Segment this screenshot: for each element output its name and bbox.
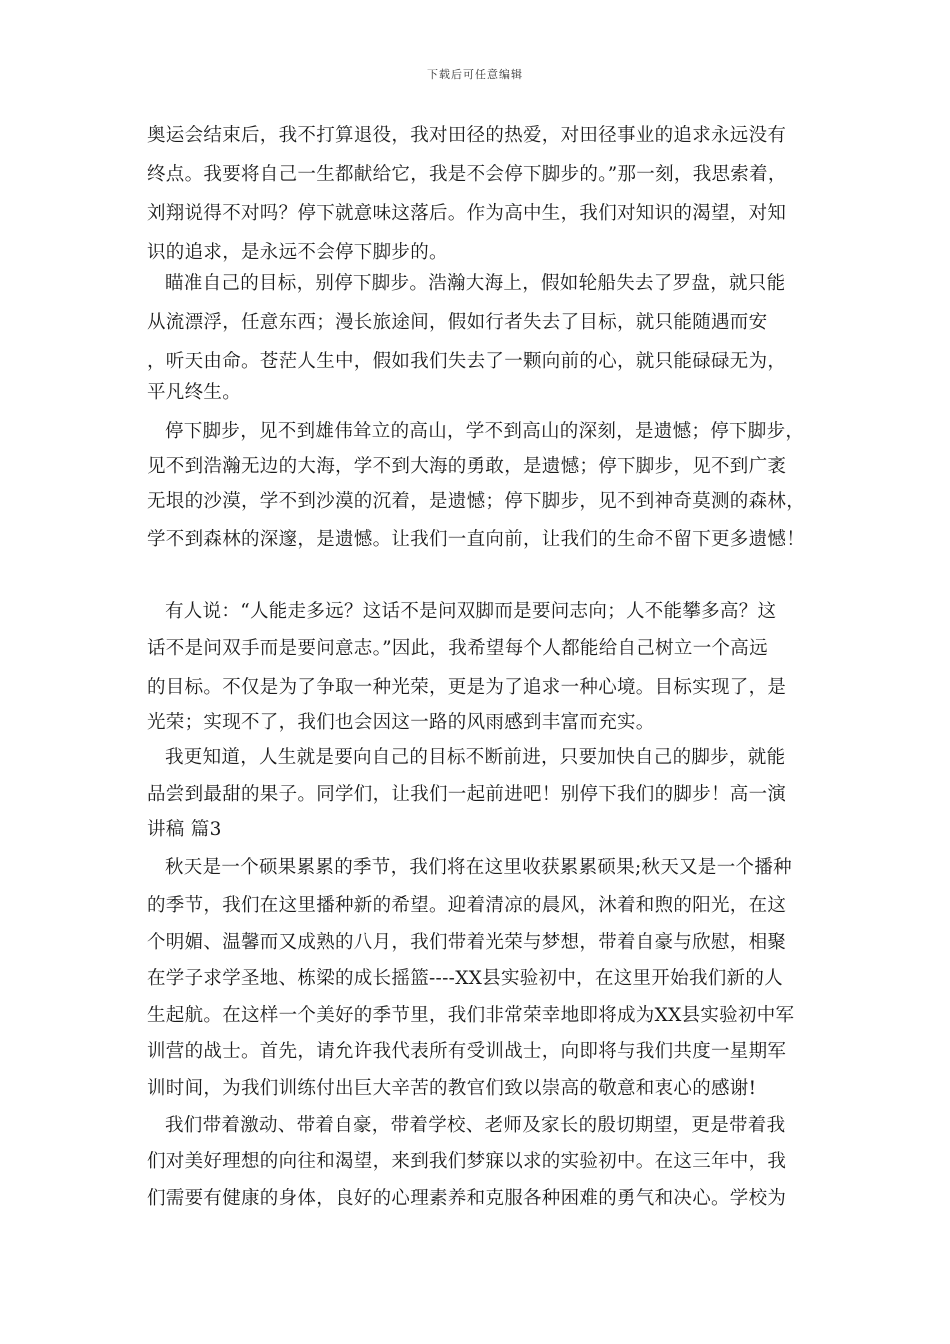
text-line: ，听天由命。苍茫人生中，假如我们失去了一颗向前的心，就只能碌碌无为，: [147, 351, 787, 372]
text-line: 奥运会结束后，我不打算退役，我对田径的热爱，对田径事业的追求永远没有: [147, 125, 787, 146]
paragraph-first-line: 秋天是一个硕果累累的季节，我们将在这里收获累累硕果;秋天又是一个播种: [165, 857, 792, 878]
text-line: 们需要有健康的身体，良好的心理素养和克服各种困难的勇气和决心。学校为: [147, 1188, 787, 1209]
text-line: 个明媚、温馨而又成熟的八月，我们带着光荣与梦想，带着自豪与欣慰，相聚: [147, 932, 787, 953]
paragraph-first-line: 瞄准自己的目标，别停下脚步。浩瀚大海上，假如轮船失去了罗盘，就只能: [165, 273, 786, 294]
text-line: 生起航。在这样一个美好的季节里，我们非常荣幸地即将成为XX县实验初中军: [147, 1005, 795, 1026]
text-line: 学不到森林的深邃，是遗憾。让我们一直向前，让我们的生命不留下更多遗憾！: [147, 529, 806, 550]
text-line: 训时间，为我们训练付出巨大辛苦的教官们致以崇高的敬意和衷心的感谢!: [147, 1078, 757, 1099]
text-line: 无垠的沙漠，学不到沙漠的沉着，是遗憾；停下脚步，见不到神奇莫测的森林，: [147, 491, 806, 512]
text-line: 终点。我要将自己一生都献给它，我是不会停下脚步的。”那一刻，我思索着，: [147, 164, 787, 185]
paragraph-first-line: 停下脚步，见不到雄伟耸立的高山，学不到高山的深刻，是遗憾；停下脚步，: [165, 421, 805, 442]
text-line: 品尝到最甜的果子。同学们，让我们一起前进吧！别停下我们的脚步！高一演: [147, 784, 787, 805]
text-line: 从流漂浮，任意东西；漫长旅途间，假如行者失去了目标，就只能随遇而安: [147, 312, 768, 333]
text-line: 平凡终生。: [147, 382, 242, 403]
text-line: 识的追求，是永远不会停下脚步的。: [147, 242, 448, 263]
text-line: 话不是问双手而是要问意志。”因此，我希望每个人都能给自己树立一个高远: [147, 638, 768, 659]
text-line: 光荣；实现不了，我们也会因这一路的风雨感到丰富而充实。: [147, 712, 655, 733]
text-line: 刘翔说得不对吗？停下就意味这落后。作为高中生，我们对知识的渴望，对知: [147, 203, 787, 224]
text-line: 的季节，我们在这里播种新的希望。迎着清凉的晨风，沐着和煦的阳光，在这: [147, 895, 787, 916]
paragraph-first-line: 我们带着激动、带着自豪，带着学校、老师及家长的殷切期望，更是带着我: [165, 1115, 786, 1136]
section-heading: 讲稿 篇3: [147, 819, 222, 840]
page-header: 下载后可任意编辑: [427, 68, 523, 81]
text-line: 训营的战士。首先，请允许我代表所有受训战士，向即将与我们共度一星期军: [147, 1041, 787, 1062]
text-line: 的目标。不仅是为了争取一种光荣，更是为了追求一种心境。目标实现了，是: [147, 677, 787, 698]
paragraph-first-line: 有人说：“人能走多远？这话不是问双脚而是要问志向；人不能攀多高？这: [165, 601, 777, 622]
paragraph-first-line: 我更知道，人生就是要向自己的目标不断前进，只要加快自己的脚步，就能: [165, 747, 786, 768]
text-line: 在学子求学圣地、栋梁的成长摇篮----XX县实验初中，在这里开始我们新的人: [147, 968, 783, 989]
text-line: 们对美好理想的向往和渴望，来到我们梦寐以求的实验初中。在这三年中，我: [147, 1151, 787, 1172]
text-line: 见不到浩瀚无边的大海，学不到大海的勇敢，是遗憾；停下脚步，见不到广袤: [147, 456, 787, 477]
